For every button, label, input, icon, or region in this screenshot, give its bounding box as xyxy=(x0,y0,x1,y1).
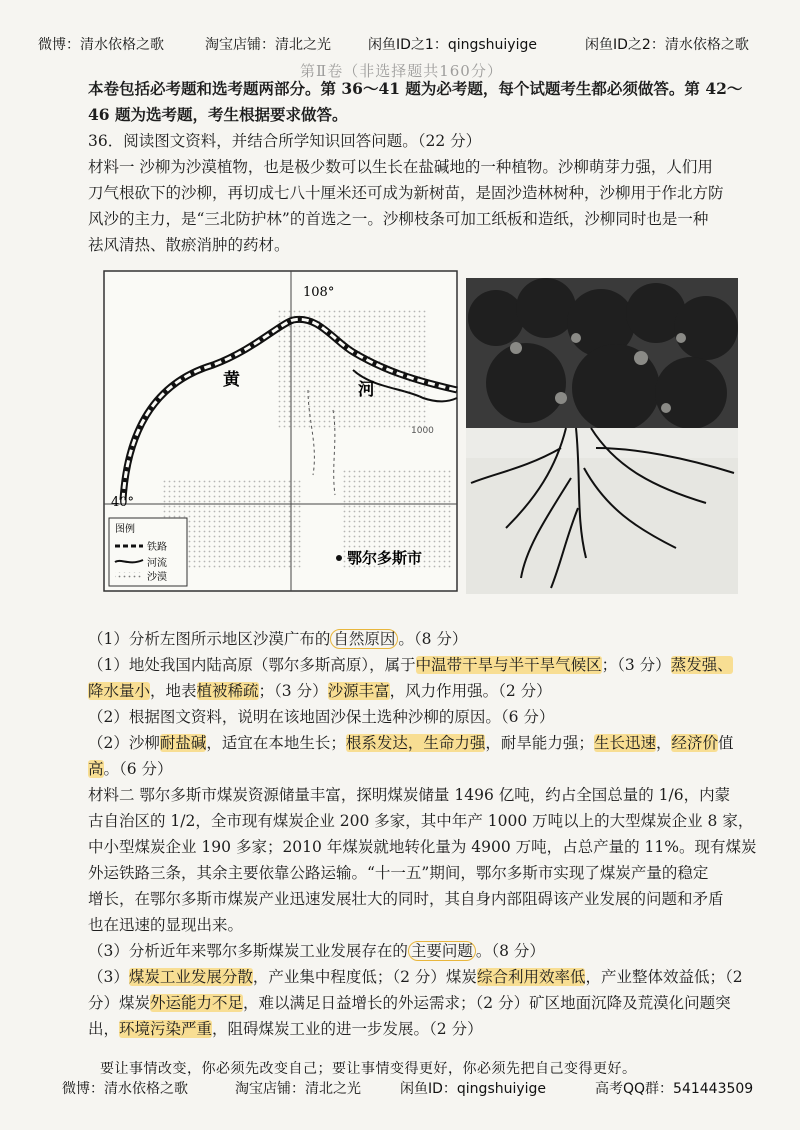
sub2-question: （2）根据图文资料，说明在该地固沙保土选种沙柳的原因。（6 分） xyxy=(88,708,555,726)
material2-line-1: 材料二 鄂尔多斯市煤炭资源储量丰富，探明煤炭储量 1496 亿吨，约占全国总量的 1/6，内蒙 xyxy=(88,786,731,804)
longitude-label: 108° xyxy=(303,285,335,300)
footer-weibo: 微博：清水依格之歌 xyxy=(62,1081,188,1097)
material2-line-4: 外运铁路三条，其余主要依靠公路运输。“十一五”期间，鄂尔多斯市实现了煤炭产量的稳定 xyxy=(88,864,709,882)
legend-railway: 铁路 xyxy=(147,542,167,553)
sub3-question: （3）分析近年来鄂尔多斯煤炭工业发展存在的 主要问题 。（8 分） xyxy=(88,942,545,960)
material2-line-3: 中小型煤炭企业 190 多家；2010 年煤炭就地转化量为 4900 万吨，占总产量的 11%。现有煤炭 xyxy=(88,838,757,856)
sub3-question-focus: 主要问题 xyxy=(408,941,476,961)
intro-block xyxy=(88,76,772,258)
section-title: 第Ⅱ卷（非选择题共160分） xyxy=(300,62,503,80)
footer-taobao: 淘宝店铺：清北之光 xyxy=(235,1081,361,1097)
river-label-1: 黄 xyxy=(223,370,240,390)
sub1-answer-line-2: 降水量小，地表植被稀疏；（3 分）沙源丰富，风力作用强。（2 分） xyxy=(88,682,552,700)
material2-line-2: 古自治区的 1/2，全市现有煤炭企业 200 多家，其中年产 1000 万吨以上的大型煤炭企业 8 家， xyxy=(88,812,754,830)
sub3-answer-line-1: （3）煤炭工业发展分散，产业集中程度低；（2 分）煤炭综合利用效率低，产业整体效益低；（2 xyxy=(88,968,743,986)
material2-line-6: 也在迅速的显现出来。 xyxy=(88,916,244,934)
sub3-answer-line-2: 分）煤炭外运能力不足，难以满足日益增长的外运需求；（2 分）矿区地面沉降及荒漠化问题突 xyxy=(88,994,731,1012)
legend-desert-symbol xyxy=(115,572,143,580)
intro-line-2: 46 题为选考题，考生根据要求做答。 xyxy=(88,105,348,124)
watermark-footer xyxy=(0,1078,800,1100)
footer-xianyu: 闲鱼ID：qingshuiyige xyxy=(400,1081,547,1097)
q36-prompt: 36．阅读图文资料，并结合所学知识回答问题。（22 分） xyxy=(88,132,482,150)
sub1-question-focus: 自然原因 xyxy=(330,629,398,649)
watermark-header xyxy=(0,34,800,56)
intro-line-1: 本卷包括必考题和选考题两部分。第 36～41 题为必考题，每个试题考生都必须做答。第 42～ xyxy=(88,79,743,98)
material1-line-1: 材料一 沙柳为沙漠植物，也是极少数可以生长在盐碱地的一种植物。沙柳萌芽力强，人们用 xyxy=(88,158,713,176)
figures xyxy=(100,270,740,600)
city-label: 鄂尔多斯市 xyxy=(347,549,423,567)
material1-line-3: 风沙的主力，是“三北防护林”的首选之一。沙柳枝条可加工纸板和造纸，沙柳同时也是一种 xyxy=(88,210,709,228)
sub2-answer-line-1: （2）沙柳耐盐碱，适宜在本地生长；根系发达，生命力强，耐旱能力强；生长迅速，经济价值 xyxy=(88,734,734,752)
sub1-answer-line-1: （1）地处我国内陆高原（鄂尔多斯高原），属于中温带干旱与半干旱气候区；（3 分）蒸发强、 xyxy=(88,656,733,674)
header-taobao: 淘宝店铺：清北之光 xyxy=(205,37,331,53)
sub2-answer-line-2: 高。（6 分） xyxy=(88,760,173,778)
city-marker xyxy=(336,555,342,561)
legend-river: 河流 xyxy=(147,558,167,569)
river-label-2: 河 xyxy=(358,380,375,400)
material1-line-4: 祛风清热、散瘀消肿的药材。 xyxy=(88,236,290,254)
legend-title: 图例 xyxy=(115,524,135,535)
legend-desert: 沙漠 xyxy=(147,572,167,583)
contour-label: 1000 xyxy=(411,426,434,436)
sub1-question: （1）分析左图所示地区沙漠广布的 自然原因 。（8 分） xyxy=(88,630,468,648)
header-weibo: 微博：清水依格之歌 xyxy=(38,37,164,53)
ordos-map xyxy=(103,270,458,592)
foliage-texture xyxy=(468,278,738,432)
latitude-label: 40° xyxy=(111,495,135,510)
answers-block-1 xyxy=(88,626,772,1042)
footer-qq: 高考QQ群：541443509 xyxy=(595,1081,754,1097)
sub3-answer-line-3: 出，环境污染严重，阻碍煤炭工业的进一步发展。（2 分） xyxy=(88,1020,483,1038)
material2-line-5: 增长，在鄂尔多斯市煤炭产业迅速发展壮大的同时，其自身内部阻碍该产业发展的问题和矛盾 xyxy=(88,890,724,908)
salix-photo xyxy=(466,278,738,594)
header-xianyu-2: 闲鱼ID之2：清水依格之歌 xyxy=(585,37,749,53)
footer-quote: 要让事情改变，你必须先改变自己；要让事情变得更好，你必须先把自己变得更好。 xyxy=(100,1061,637,1077)
material1-line-2: 刀气根砍下的沙柳，再切成七八十厘米还可成为新树苗，是固沙造林树种，沙柳用于作北方防 xyxy=(88,184,724,202)
header-xianyu-1: 闲鱼ID之1：qingshuiyige xyxy=(368,37,537,53)
